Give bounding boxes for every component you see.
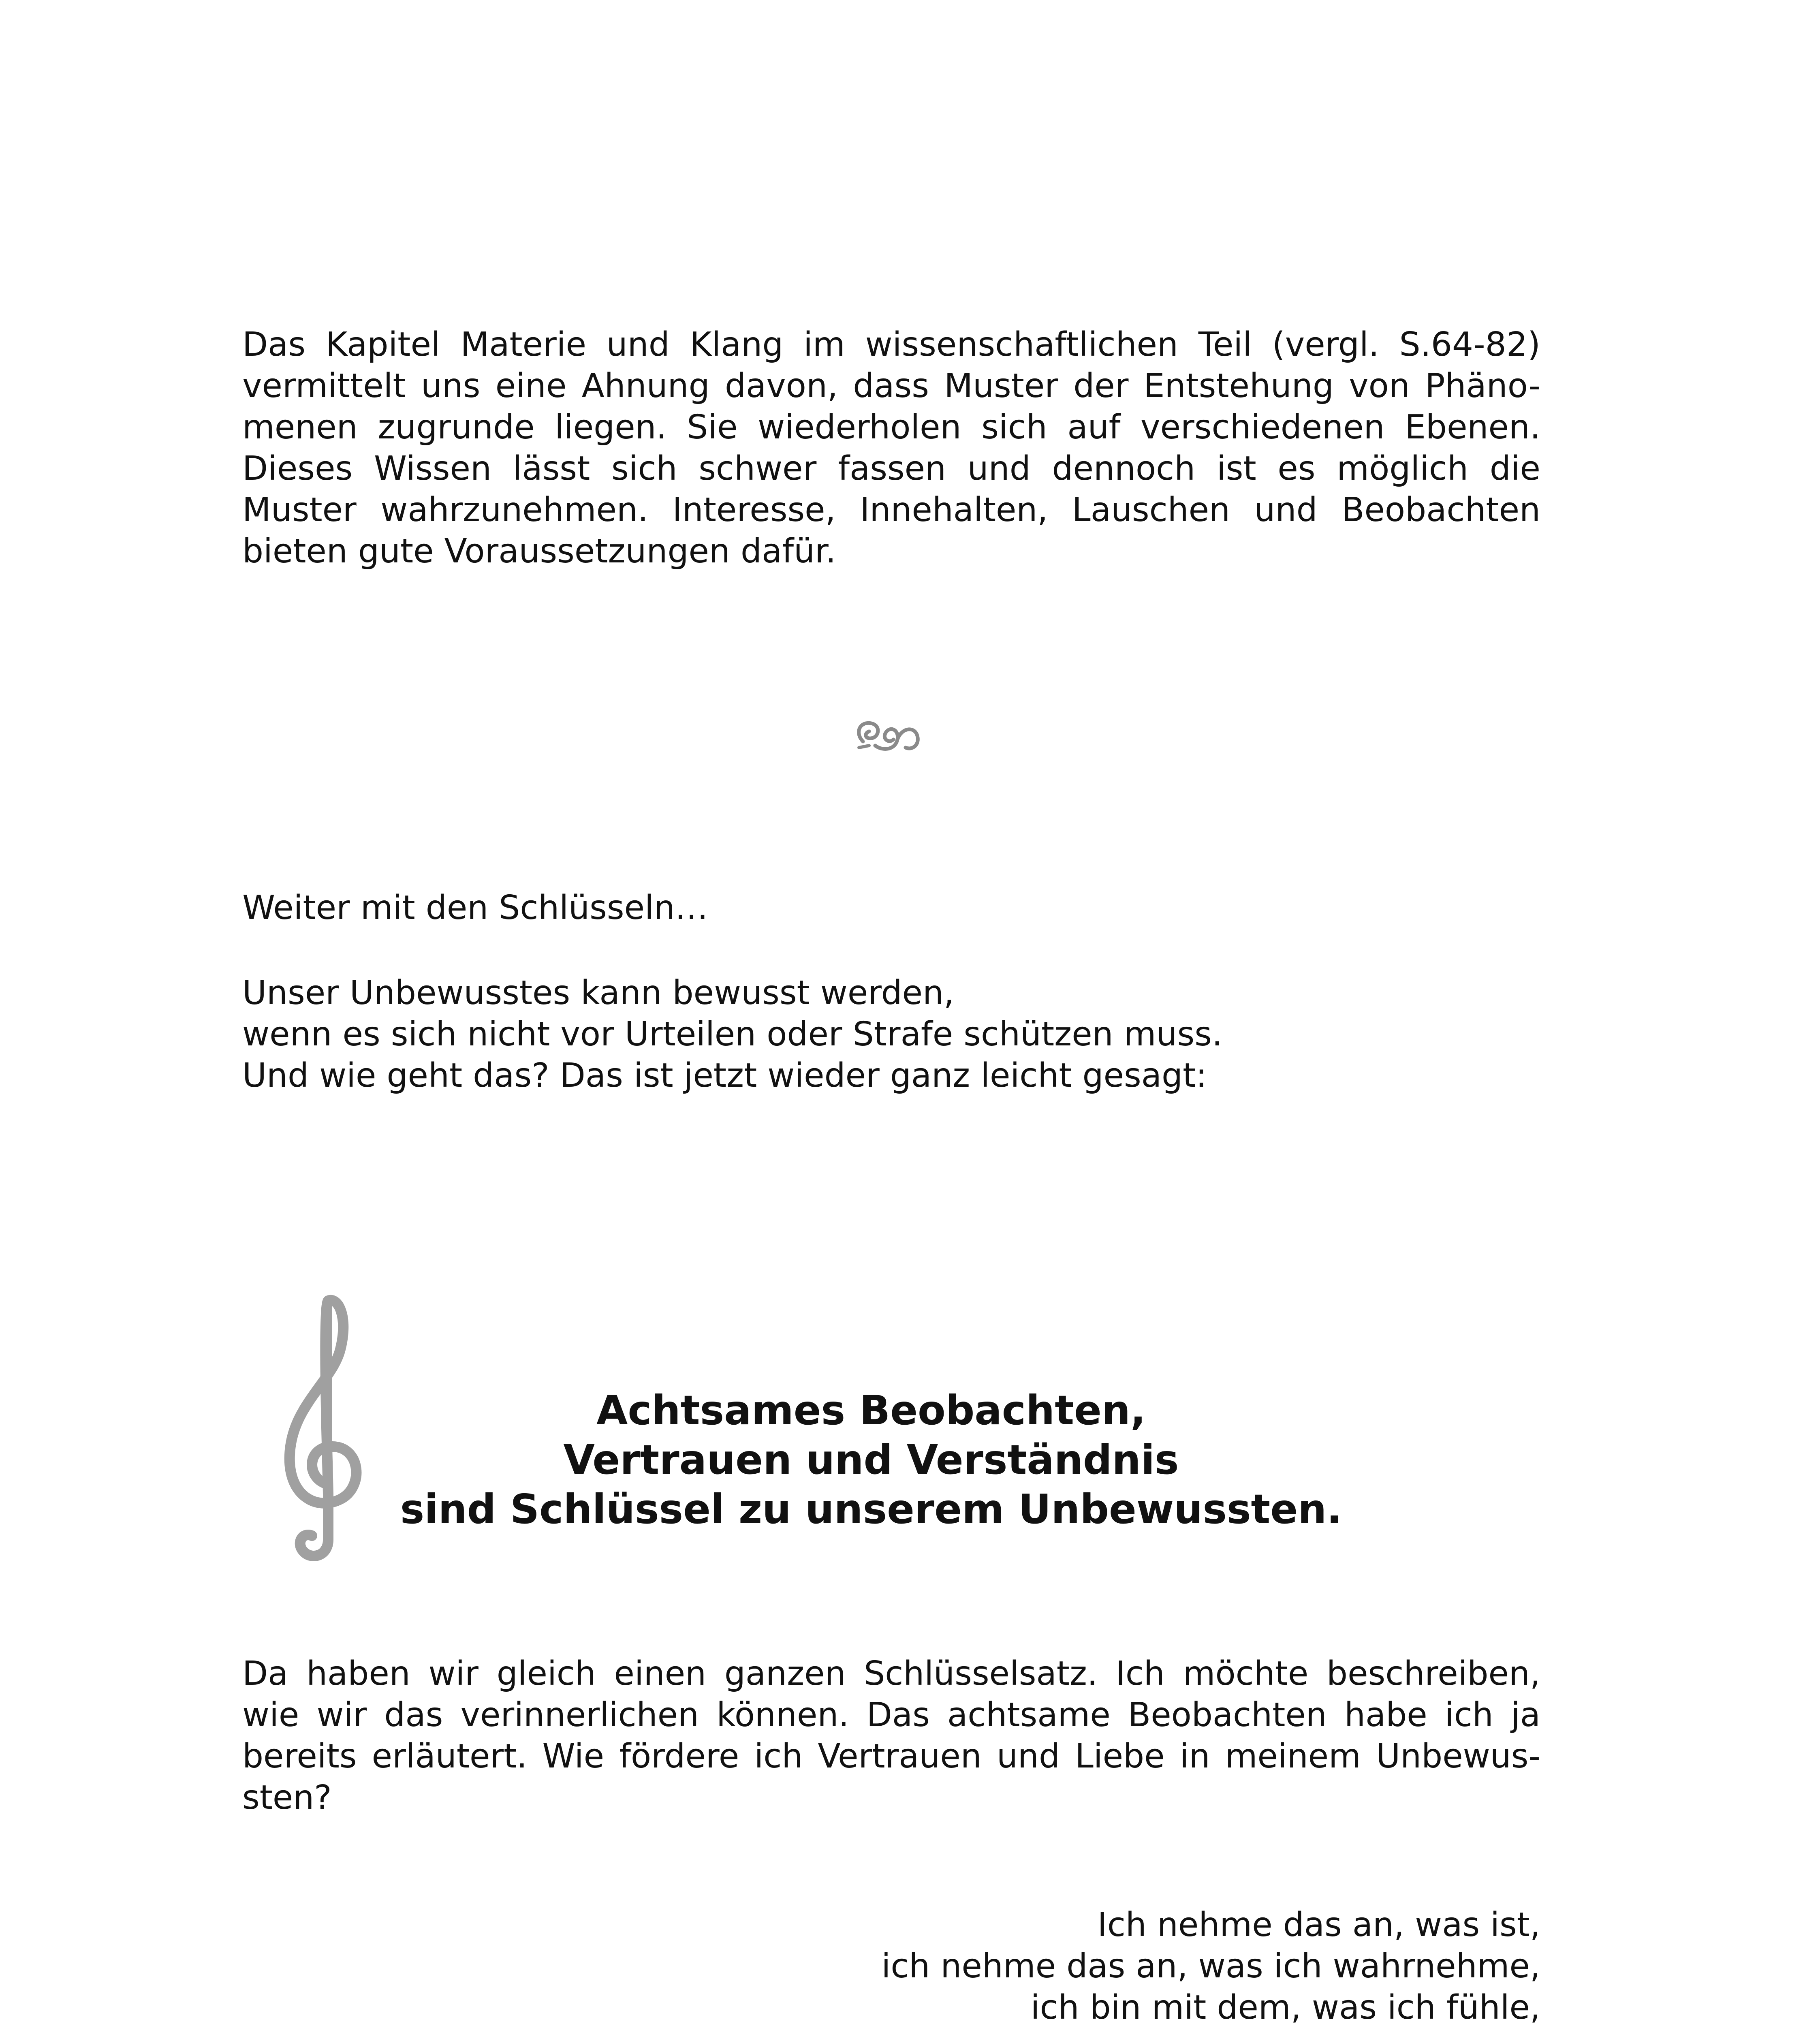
- affirmation-line: ich bin mit dem, was ich fühle,: [1030, 1988, 1540, 2026]
- motto-line: Vertrauen und Verständnis: [563, 1436, 1179, 1483]
- treble-clef-icon: [267, 1293, 373, 1564]
- lead-line: Weiter mit den Schlüsseln…: [242, 889, 708, 927]
- stanza-line: wenn es sich nicht vor Urteilen oder Strafe schützen muss.: [242, 1015, 1223, 1054]
- intro-stanza: [242, 972, 1540, 1096]
- paragraph-line: bereits erläutert. Wie fördere ich Vertrauen und Liebe in meinem Unbewus-: [242, 1737, 1540, 1776]
- stanza-line: Unser Unbewusstes kann bewusst werden,: [242, 974, 955, 1012]
- body-paragraph: [242, 1653, 1540, 1819]
- paragraph-line: wie wir das verinnerlichen können. Das achtsame Beobachten habe ich ja: [242, 1696, 1540, 1734]
- stanza-line: Und wie geht das? Das ist jetzt wieder ganz leicht gesagt:: [242, 1056, 1207, 1095]
- paragraph-line: menen zugrunde liegen. Sie wiederholen sich auf verschiedenen Ebenen.: [242, 408, 1540, 447]
- paragraph-line: Das Kapitel Materie und Klang im wissenschaftlichen Teil (vergl. S.64-82): [242, 325, 1540, 364]
- paragraph-line: vermittelt uns eine Ahnung davon, dass Muster der Entstehung von Phäno-: [242, 367, 1540, 405]
- paragraph-line: bieten gute Voraussetzungen dafür.: [242, 532, 836, 571]
- affirmation-line: Ich nehme das an, was ist,: [1097, 1906, 1540, 1944]
- motto-line: Achtsames Beobachten,: [596, 1387, 1146, 1434]
- paragraph-line: Da haben wir gleich einen ganzen Schlüsselsatz. Ich möchte beschreiben,: [242, 1654, 1540, 1693]
- affirmation-line: ich nehme das an, was ich wahrnehme,: [881, 1947, 1540, 1985]
- key-motto: [389, 1386, 1353, 1534]
- intro-paragraph: [242, 324, 1540, 572]
- paragraph-line: Muster wahrzunehmen. Interesse, Innehalten, Lauschen und Beobachten: [242, 491, 1540, 529]
- affirmation-stanza: [729, 1904, 1540, 2026]
- motto-line: sind Schlüssel zu unserem Unbewussten.: [400, 1485, 1342, 1533]
- paragraph-line: sten?: [242, 1778, 332, 1817]
- paragraph-line: Dieses Wissen lässt sich schwer fassen und dennoch ist es möglich die: [242, 449, 1540, 488]
- fleuron-icon: [851, 713, 924, 758]
